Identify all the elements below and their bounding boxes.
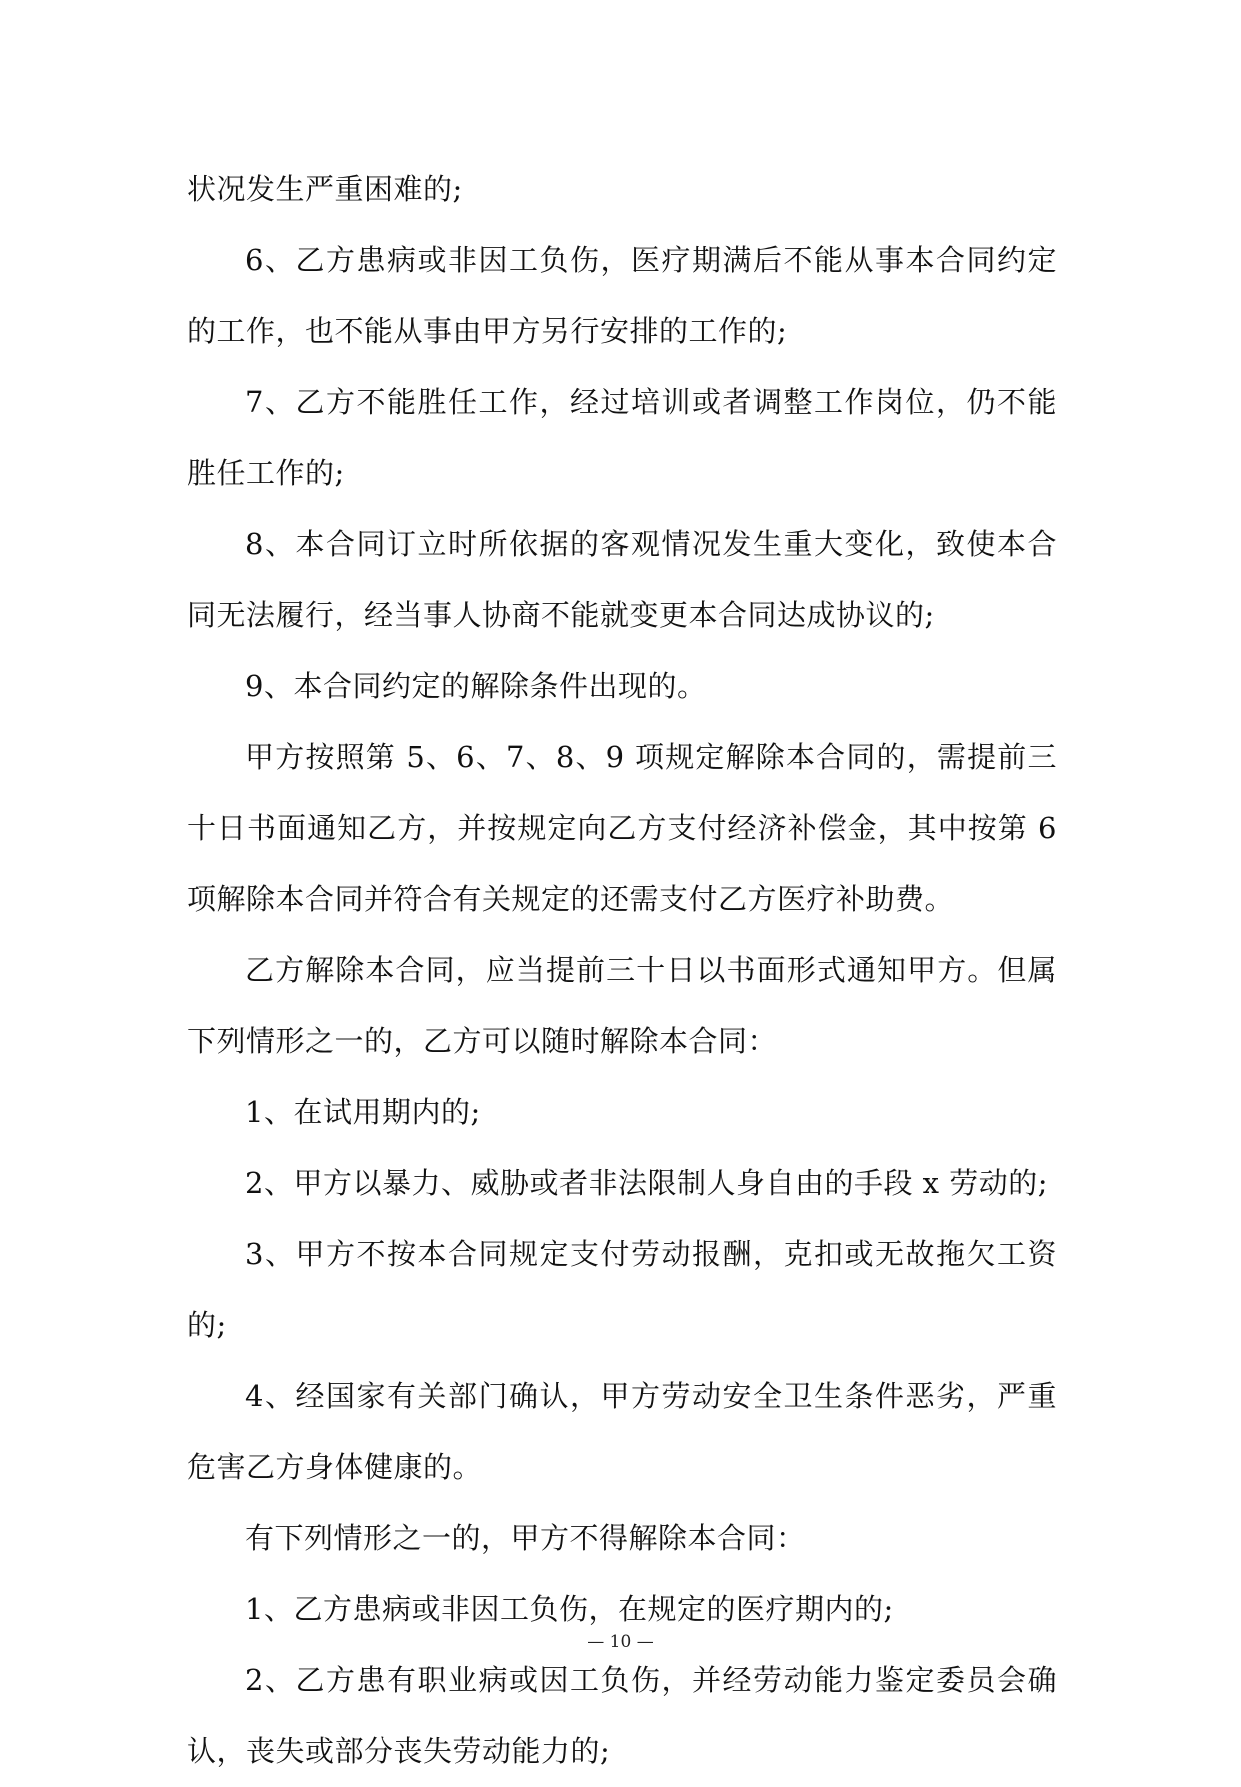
paragraph-employer-restrictions: 有下列情形之一的，甲方不得解除本合同：: [245, 1521, 806, 1555]
clause-8: 8、本合同订立时所依据的客观情况发生重大变化，致使本合同无法履行，经当事人协商不能就变更本合同达成协议的;: [187, 527, 1057, 632]
employee-clause-2: 2、甲方以暴力、威胁或者非法限制人身自由的手段 x 劳动的;: [245, 1166, 1049, 1200]
restriction-clause-2: 2、乙方患有职业病或因工负伤，并经劳动能力鉴定委员会确认，丧失或部分丧失劳动能力的;: [187, 1663, 1057, 1768]
paragraph-continuation: 状况发生严重困难的;: [187, 172, 463, 206]
document-body: [187, 154, 1057, 1787]
clause-7: 7、乙方不能胜任工作，经过培训或者调整工作岗位，仍不能胜任工作的;: [187, 385, 1057, 490]
clause-6: 6、乙方患病或非因工负伤，医疗期满后不能从事本合同约定的工作，也不能从事由甲方另行安排的工作的;: [187, 243, 1057, 348]
employee-clause-4: 4、经国家有关部门确认，甲方劳动安全卫生条件恶劣，严重危害乙方身体健康的。: [187, 1379, 1057, 1484]
page-number: — 10 —: [587, 1632, 654, 1652]
restriction-clause-1: 1、乙方患病或非因工负伤，在规定的医疗期内的;: [245, 1592, 894, 1626]
paragraph-notice-compensation: 甲方按照第 5、6、7、8、9 项规定解除本合同的，需提前三十日书面通知乙方，并按规定向乙方支付经济补偿金，其中按第 6 项解除本合同并符合有关规定的还需支付乙方医疗补助费。: [187, 740, 1057, 916]
paragraph-employee-termination: 乙方解除本合同，应当提前三十日以书面形式通知甲方。但属下列情形之一的，乙方可以随时解除本合同：: [187, 953, 1057, 1058]
clause-9: 9、本合同约定的解除条件出现的。: [245, 669, 707, 703]
employee-clause-3: 3、甲方不按本合同规定支付劳动报酬，克扣或无故拖欠工资的;: [187, 1237, 1057, 1342]
employee-clause-1: 1、在试用期内的;: [245, 1095, 481, 1129]
